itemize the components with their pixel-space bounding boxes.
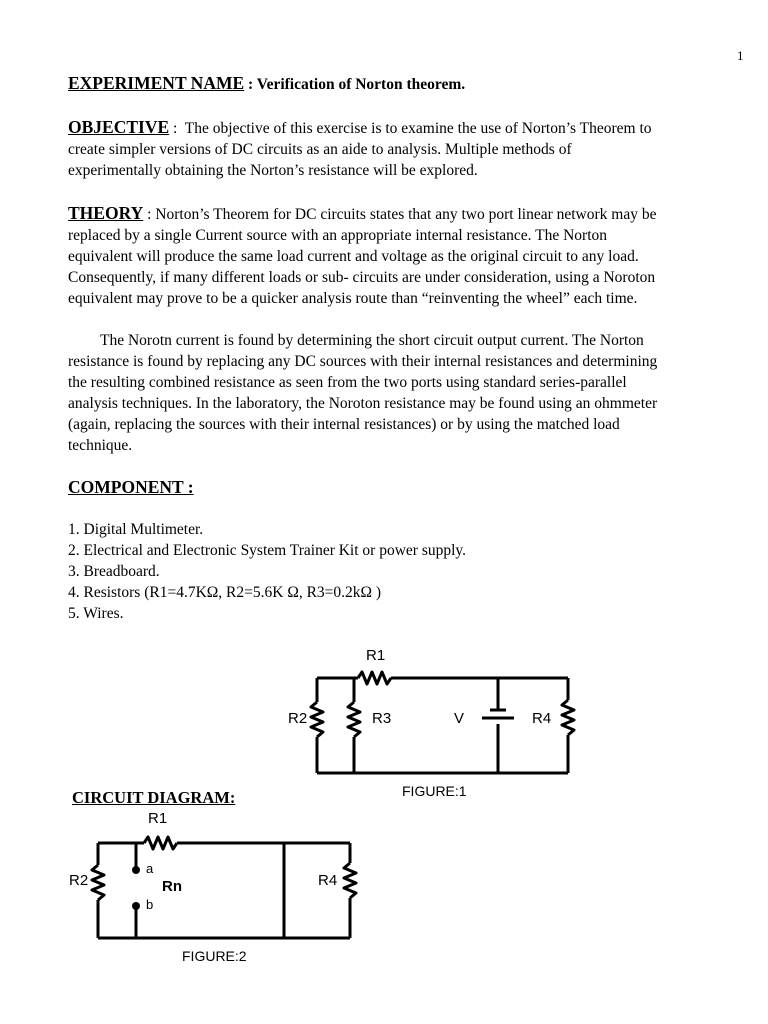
theory-line: resistance is found by replacing any DC sources with their internal resistances and determining <box>68 353 658 370</box>
theory-line: analysis techniques. In the laboratory, the Noroton resistance may be found using an ohmmeter <box>68 395 658 412</box>
r3-resistor <box>348 702 360 737</box>
theory-line: Consequently, if many different loads or sub- circuits are under consideration, using a Noroton <box>68 269 656 286</box>
component-item: 5. Wires. <box>68 605 124 622</box>
experiment-name-label: EXPERIMENT NAME <box>68 73 245 93</box>
theory-line: technique. <box>68 437 133 454</box>
figure2-r1-label: R1 <box>148 810 168 827</box>
figure2-r4-resistor <box>344 863 356 898</box>
theory-section <box>68 203 748 309</box>
objective-line: experimentally obtaining the Norton’s resistance will be explored. <box>68 162 478 179</box>
circuit-diagram-label: CIRCUIT DIAGRAM: <box>72 788 236 807</box>
figure1-r1-label: R1 <box>366 647 386 664</box>
theory-line: The Norotn current is found by determining the short circuit output current. The Norton <box>100 332 644 349</box>
theory-line: Norton’s Theorem for DC circuits states that any two port linear network may be <box>155 206 657 223</box>
objective-line: create simpler versions of DC circuits as an aide to analysis. Multiple methods of <box>68 141 572 158</box>
component-item: 1. Digital Multimeter. <box>68 521 204 538</box>
figure2-rn-label: Rn <box>162 878 182 895</box>
objective-line: The objective of this exercise is to examine the use of Norton’s Theorem to <box>184 120 652 137</box>
terminal-b-dot <box>132 902 140 910</box>
page-number: 1 <box>737 48 744 63</box>
experiment-name-line <box>68 73 465 95</box>
component-list <box>68 519 748 624</box>
figure2-circuit <box>60 805 380 970</box>
component-heading <box>68 477 194 499</box>
r2-resistor <box>311 702 323 737</box>
theory-line: (again, replacing the sources with their internal resistances) or by using the matched load <box>68 416 620 433</box>
figure2-r2-resistor <box>92 865 104 900</box>
theory-line: equivalent may prove to be a quicker analysis route than “reinventing the wheel” each time. <box>68 290 638 307</box>
figure2-r2-label: R2 <box>69 872 89 889</box>
objective-sep: : <box>169 120 185 137</box>
figure1-r4-label: R4 <box>532 710 552 727</box>
component-label: COMPONENT : <box>68 477 194 497</box>
component-item: 4. Resistors (R1=4.7KΩ, R2=5.6K Ω, R3=0.2kΩ ) <box>68 584 382 601</box>
objective-label: OBJECTIVE <box>68 117 170 137</box>
theory-sep: : <box>143 206 156 223</box>
theory-label: THEORY <box>68 203 144 223</box>
figure1-v-label: V <box>454 710 465 727</box>
component-item: 3. Breadboard. <box>68 563 160 580</box>
component-item: 2. Electrical and Electronic System Trainer Kit or power supply. <box>68 542 467 559</box>
theory-line: the resulting combined resistance as seen from the two ports using standard series-parallel <box>68 374 627 391</box>
theory-paragraph-2 <box>68 330 748 456</box>
figure1-circuit <box>270 638 590 808</box>
figure1-caption: FIGURE:1 <box>402 783 467 799</box>
figure1-r3-label: R3 <box>372 710 392 727</box>
terminal-b-label: b <box>146 897 154 912</box>
experiment-name-value: Verification of Norton theorem. <box>256 76 466 93</box>
figure2-r4-label: R4 <box>318 872 338 889</box>
figure1-r2-label: R2 <box>288 710 308 727</box>
r1-resistor <box>358 672 391 684</box>
theory-line: equivalent will produce the same load current and voltage as the original circuit to any load. <box>68 248 639 265</box>
figure2-r1-resistor <box>144 837 177 849</box>
figure2-caption: FIGURE:2 <box>182 948 247 964</box>
theory-line: replaced by a single Current source with an appropriate internal resistance. The Norton <box>68 227 608 244</box>
terminal-a-label: a <box>146 861 154 876</box>
r4-resistor <box>562 700 574 735</box>
terminal-a-dot <box>132 866 140 874</box>
experiment-name-sep: : <box>244 76 257 93</box>
objective-section <box>68 117 748 181</box>
